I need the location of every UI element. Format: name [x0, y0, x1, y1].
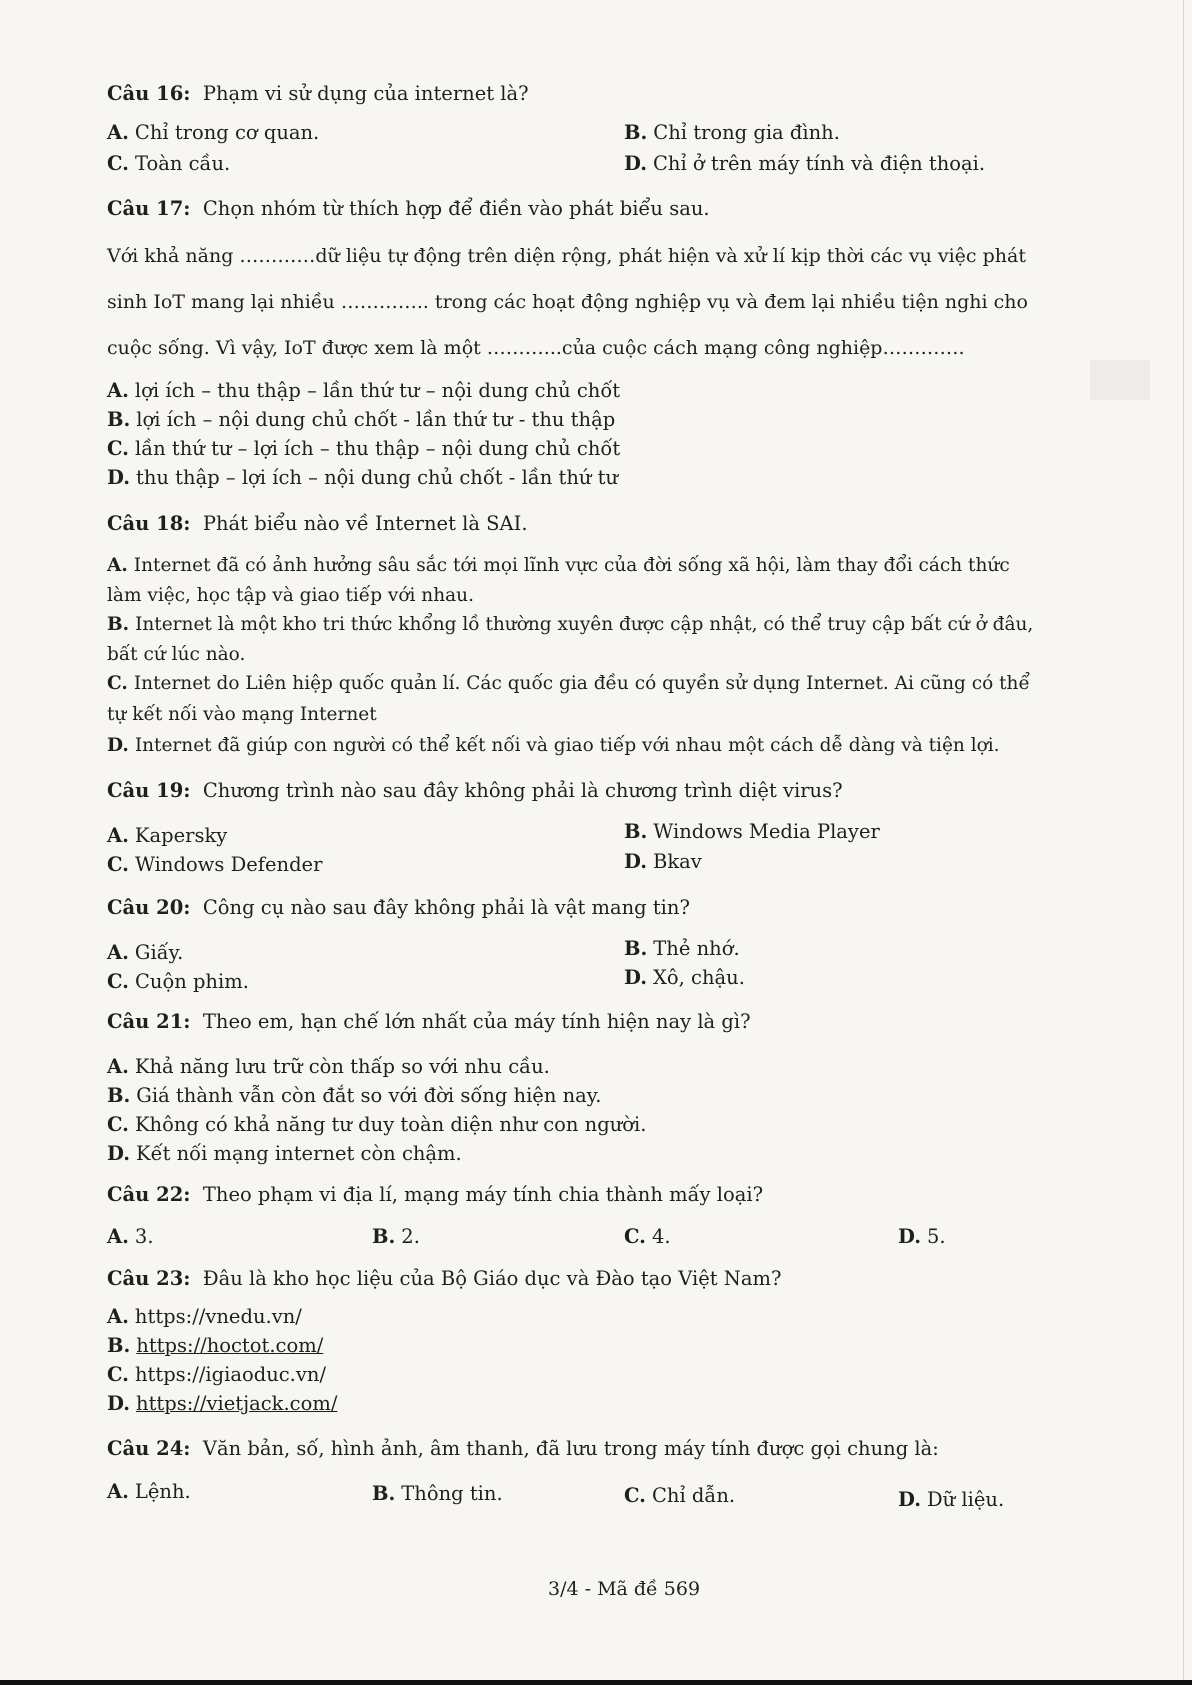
question-text: Theo phạm vi địa lí, mạng máy tính chia thành mấy loại?	[202, 1183, 764, 1206]
question-24	[107, 1437, 939, 1461]
q17-option-d: D. thu thập – lợi ích – nội dung chủ chốt - lần thứ tư	[107, 466, 619, 489]
q21-option-d: D. Kết nối mạng internet còn chậm.	[107, 1142, 462, 1165]
q17-passage-line-2: sinh IoT mang lại nhiều ………….. trong các hoạt động nghiệp vụ và đem lại nhiều tiện nghi cho	[107, 291, 1028, 313]
q22-option-a: A. 3.	[107, 1225, 154, 1248]
question-text: Phát biểu nào về Internet là SAI.	[202, 512, 528, 535]
q16-option-d: D. Chỉ ở trên máy tính và điện thoại.	[624, 152, 986, 175]
q19-option-c: C. Windows Defender	[107, 853, 323, 876]
question-text: Công cụ nào sau đây không phải là vật mang tin?	[202, 896, 690, 919]
question-label: Câu 17:	[107, 197, 191, 220]
q24-option-d: D. Dữ liệu.	[898, 1488, 1005, 1511]
question-label: Câu 23:	[107, 1267, 191, 1290]
q23-option-a: A. https://vnedu.vn/	[107, 1305, 302, 1328]
question-label: Câu 18:	[107, 512, 191, 535]
q16-option-c: C. Toàn cầu.	[107, 152, 231, 175]
q18-option-a: A. Internet đã có ảnh hưởng sâu sắc tới mọi lĩnh vực của đời sống xã hội, làm thay đổi cách thức	[107, 555, 1010, 576]
question-text: Chọn nhóm từ thích hợp để điền vào phát biểu sau.	[202, 197, 710, 220]
scan-bottom-edge	[0, 1680, 1192, 1685]
url-text: https://igiaoduc.vn/	[134, 1363, 327, 1386]
q18-option-a-cont: làm việc, học tập và giao tiếp với nhau.	[107, 585, 474, 606]
q17-option-b: B. lợi ích – nội dung chủ chốt - lần thứ tư - thu thập	[107, 408, 616, 431]
q17-passage-line-1: Với khả năng …………dữ liệu tự động trên diện rộng, phát hiện và xử lí kịp thời các vụ việc phát	[107, 245, 1026, 267]
q22-option-c: C. 4.	[624, 1225, 671, 1248]
question-label: Câu 19:	[107, 779, 191, 802]
question-text: Đâu là kho học liệu của Bộ Giáo dục và Đào tạo Việt Nam?	[202, 1267, 782, 1290]
question-label: Câu 20:	[107, 896, 191, 919]
question-17	[107, 197, 710, 221]
q18-option-b: B. Internet là một kho tri thức khổng lồ thường xuyên được cập nhật, có thể truy cập bất cứ ở đâu,	[107, 614, 1034, 635]
scan-edge-line	[1183, 0, 1184, 1685]
q18-option-c: C. Internet do Liên hiệp quốc quản lí. Các quốc gia đều có quyền sử dụng Internet. Ai cũng có thể	[107, 673, 1030, 694]
question-16	[107, 82, 529, 106]
url-link: https://hoctot.com/	[136, 1334, 324, 1357]
q24-option-a: A. Lệnh.	[107, 1480, 191, 1503]
url-text: https://vnedu.vn/	[134, 1305, 302, 1328]
question-18	[107, 512, 528, 536]
q18-option-c-cont: tự kết nối vào mạng Internet	[107, 704, 377, 725]
q19-option-d: D. Bkav	[624, 850, 702, 873]
question-label: Câu 22:	[107, 1183, 191, 1206]
question-text: Theo em, hạn chế lớn nhất của máy tính hiện nay là gì?	[202, 1010, 751, 1033]
q20-option-d: D. Xô, chậu.	[624, 966, 745, 989]
question-text: Chương trình nào sau đây không phải là chương trình diệt virus?	[202, 779, 843, 802]
q23-option-b: B. https://hoctot.com/	[107, 1334, 324, 1357]
q23-option-d: D. https://vietjack.com/	[107, 1392, 338, 1415]
q16-option-a: A. Chỉ trong cơ quan.	[107, 121, 320, 144]
question-19	[107, 779, 843, 803]
q19-option-b: B. Windows Media Player	[624, 820, 880, 843]
q24-option-b: B. Thông tin.	[372, 1482, 503, 1505]
q20-option-c: C. Cuộn phim.	[107, 970, 249, 993]
question-22	[107, 1183, 763, 1207]
q18-option-d: D. Internet đã giúp con người có thể kết nối và giao tiếp với nhau một cách dễ dàng và tiện lợi.	[107, 735, 1000, 756]
page-footer: 3/4 - Mã đề 569	[548, 1578, 701, 1600]
q17-option-c: C. lần thứ tư – lợi ích – thu thập – nội dung chủ chốt	[107, 437, 621, 460]
q22-option-d: D. 5.	[898, 1225, 946, 1248]
q16-option-b: B. Chỉ trong gia đình.	[624, 121, 840, 144]
question-20	[107, 896, 690, 920]
q18-option-b-cont: bất cứ lúc nào.	[107, 644, 246, 665]
question-label: Câu 21:	[107, 1010, 191, 1033]
q17-option-a: A. lợi ích – thu thập – lần thứ tư – nội dung chủ chốt	[107, 379, 621, 402]
question-label: Câu 24:	[107, 1437, 191, 1460]
q19-option-a: A. Kapersky	[107, 824, 228, 847]
question-text: Phạm vi sử dụng của internet là?	[202, 82, 529, 105]
q23-option-c: C. https://igiaoduc.vn/	[107, 1363, 327, 1386]
q21-option-c: C. Không có khả năng tư duy toàn diện như con người.	[107, 1113, 647, 1136]
q24-option-c: C. Chỉ dẫn.	[624, 1484, 736, 1507]
question-21	[107, 1010, 751, 1034]
q20-option-b: B. Thẻ nhớ.	[624, 937, 740, 960]
q17-passage-line-3: cuộc sống. Vì vậy, IoT được xem là một ………...của cuộc cách mạng công nghiệp………….	[107, 337, 965, 359]
scan-smudge	[1090, 360, 1150, 400]
question-text: Văn bản, số, hình ảnh, âm thanh, đã lưu trong máy tính được gọi chung là:	[202, 1437, 939, 1460]
url-link: https://vietjack.com/	[136, 1392, 338, 1415]
question-label: Câu 16:	[107, 82, 191, 105]
q21-option-a: A. Khả năng lưu trữ còn thấp so với nhu cầu.	[107, 1055, 550, 1078]
q21-option-b: B. Giá thành vẫn còn đắt so với đời sống hiện nay.	[107, 1084, 602, 1107]
q20-option-a: A. Giấy.	[107, 941, 184, 964]
question-23	[107, 1267, 781, 1291]
q22-option-b: B. 2.	[372, 1225, 420, 1248]
